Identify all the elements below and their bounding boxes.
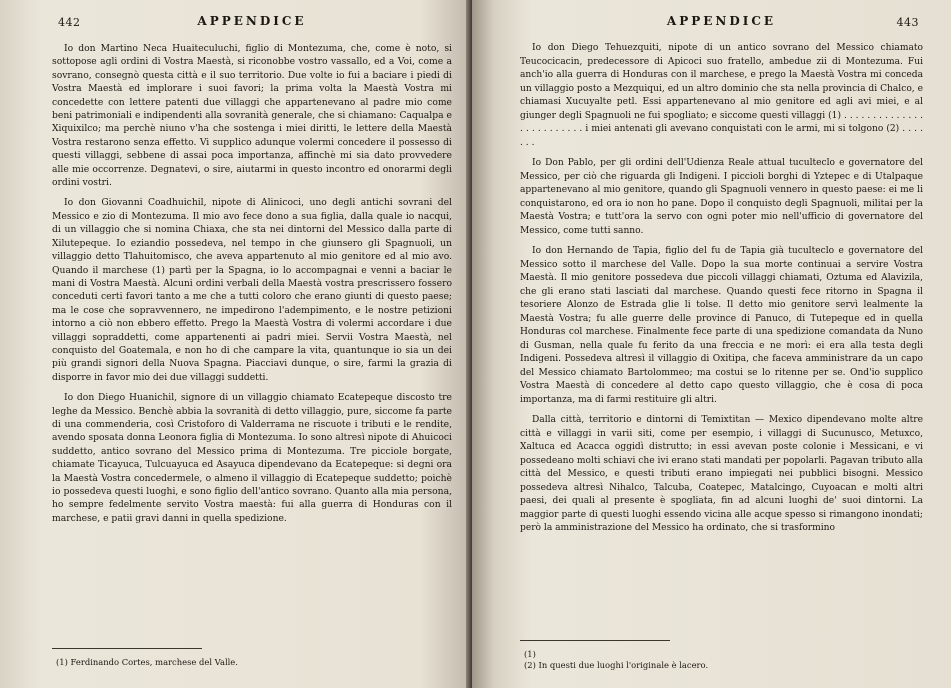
left-page-number: 442 (58, 16, 81, 29)
left-running-head: APPENDICE (197, 14, 307, 28)
right-page-body (520, 42, 923, 536)
paragraph: Io don Diego Tehuezquiti, nipote di un antico sovrano del Messico chiamato Teucocicacin, predecessore di Apicoci suo fratello, ambedue zii di Montezuma. Fui anch'io alla guerra di Honduras con il marchese, e prego la Maestà Vostra mi conceda un villaggio posto a Mezquiqui, ed un altro dominio che sta nella provincia di Chalco, e chiamasi Xucuyalte petl. Essi appartenevano al mio genitore ed agli avi miei, e al giunger degli Spagnuoli ne fui spogliato; e siccome questi villaggi (1) . . . . . . . . . . . . . . . . . . . . . . . . . i miei antenati gli avevano conquistati con le armi, mi si tolgono (2) . . . . . . . (520, 43, 923, 148)
footnote-text: (1) Ferdinando Cortes, marchese del Valle. (56, 657, 238, 667)
paragraph: Dalla città, territorio e dintorni di Temixtitan — Mexico dipendevano molte altre città e villaggi in varii siti, come per esempio, i villaggi di Sucunusco, Metuxco, Xaltuca ed Acacca oggidì distrutto; in essi avevan poste colonie i Messicani, e vi possedeano molti schiavi che ivi erano stati mandati per popolarli. Pagavan tributo alla città del Messico, e questi tributi erano impiegati nei pubblici bisogni. Messico possedeva altresì Nihalco, Talcuba, Coatepec, Matalcingo, Cuyoacan e molti altri paesi, dei quali al presente è spogliata, fin ad alcuni luoghi de' suoi dintorni. La maggior parte di questi luoghi essendo vicina alle acque spesso si rimangono inondati; però la amministrazione del Messico ha ordinato, che si trasformino (520, 415, 923, 533)
right-footnote (524, 649, 708, 671)
footnote-rule (52, 648, 202, 649)
footnote-line: (1) (524, 649, 536, 659)
paragraph: Io don Martino Neca Huaiteculuchi, figlio di Montezuma, che, come è noto, si sottopose agli ordini di Vostra Maestà, si riconobbe vostro vassallo, ed a Voi, come a sovrano, consegnò questa città e il suo territorio. Due volte io fui a baciare i piedi di Vostra Maestà ed implorare i suoi favori; la prima volta la Maestà Vostra mi concedette con lettere patenti due villaggi che appartenevano al padre mio come beni patrimoniali e indipendenti alla sovranità generale, che si chiamano: Caqualpa e Xiquixilco; ma perchè niuno v'ha che sostenga i miei diritti, le lettere della Maestà Vostra restarono senza effetto. Vi supplico adunque volermi concedere il possesso di questi villaggi, sebbene di assai poca importanza, affinchè mi sia dato provvedere alle mie occorrenze. Degnatevi, o sire, aiutarmi in questo incontro ed onorarmi degli ordini vostri. (52, 43, 452, 189)
right-page-header (520, 14, 923, 36)
left-page-body (52, 42, 452, 525)
paragraph: Io Don Pablo, per gli ordini dell'Udienza Reale attual tuculteclo e governatore del Messico, per ciò che riguarda gli Indigeni. I piccioli borghi di Yztepec e di Utalpaque appartenevano al mio genitore, quando gli Spagnuoli vennero in questo paese: ei me li conquistarono, ed ora io non ho pane. Dopo il conquisto degli Spagnuoli, militai per la Maestà Vostra; e tutt'ora la servo con ogni poter mio nell'ufficio di governatore del Messico, come tutti sanno. (520, 158, 923, 236)
right-running-head: APPENDICE (666, 14, 777, 28)
left-page-header (52, 14, 452, 36)
paragraph: Io don Diego Huanichil, signore di un villaggio chiamato Ecatepeque discosto tre leghe da Messico. Benchè abbia la sovranità di detto villaggio, pure, siccome fa parte di una commenderia, così Cristoforo di Valderrama ne riscuote i tributi e le rendite, avendo sposata donna Leonora figlia di Montezuma. Io sono altresì nipote di Ahuicoci suddetto, antico sovrano del Messico prima di Montezuma. Tre picciole borgate, chiamate Ticayuca, Tulcuayuca ed Asayuca dipendevano da Ecatepeque: si degni ora la Maestà Vostra concedermele, o almeno il villaggio di Ecatepeque suddetto; poichè io possedeva questi luoghi, e sono figlio dell'antico sovrano. Quanto alla mia persona, ho sempre fedelmente servito Vostra maestà: fui alla guerra di Honduras con il marchese, e patii gravi danni in quella spedizione. (52, 392, 452, 524)
right-page (472, 0, 951, 688)
left-page (0, 0, 472, 688)
left-footnote (56, 657, 238, 668)
paragraph: Io don Hernando de Tapia, figlio del fu de Tapia già tuculteclo e governatore del Messico sotto il marchese del Valle. Dopo la sua morte continuai a servire Vostra Maestà. Il mio genitore possedeva due piccoli villaggi chiamati, Oztuma ed Alavizila, che gli erano stati lasciati dal marchese. Quando questi fece ritorno in Spagna il tesoriere Alonzo de Estrada glie li tolse. Il detto mio genitore servì lealmente la Maestà Vostra; fu alle guerre delle province di Panuco, di Tutepeque ed in quella Honduras col marchese. Finalmente fece parte di una spedizione comandata da Nuno di Gusman, nella quale fu ferito da una freccia e ne morì: ei era alla testa degli Indigeni. Possedeva altresì il villaggio di Oxitipa, che faceva amministrare da un capo del Messico chiamato Bartolommeo; ma costui se lo ritenne per se. Ond'io supplico Vostra Maestà di concedere al detto capo questo villaggio, che è cosa di poca importanza, ma di farmi restituire gli altri. (520, 246, 923, 405)
footnote-line: (2) In questi due luoghi l'originale è lacero. (524, 660, 709, 670)
paragraph: Io don Giovanni Coadhuichil, nipote di Alinicoci, uno degli antichi sovrani del Messico e zio di Montezuma. Il mio avo fece dono a sua figlia, dalla quale io nacqui, di un villaggio che si nomina Chiaxa, che sta nei dintorni del Messico dalla parte di Xilutepeque. Io eziandio possedeva, nel tempo in che giunsero gli Spagnuoli, un villaggio detto Tlahuitomisco, che aveva appartenuto al mio genitore ed al mio avo. Quando il marchese (1) partì per la Spagna, io lo accompagnai e venni a baciar le mani di Vostra Maestà. Alcuni ordini verbali della Maestà vostra prescrissero fossero conceduti certi favori tanto a me che a tutti coloro che erano giunti di questo paese; ma le cose che sopravvennero, ne impedirono l'adempimento, e le nostre petizioni intorno a ciò non ebbero effetto. Prego la Maestà Vostra di volermi accordare i due villaggi sopraddetti, come appartenenti ai padri miei. Servii Vostra Maestà, nel conquisto del Goatemala, e non ho di che campare la vita, quantunque io sia un dei più grandi signori della Nuova Spagna. Piacciavi dunque, o sire, farmi la grazia di disporre in favor mio dei due villaggi suddetti. (52, 197, 452, 383)
right-page-number: 443 (896, 16, 919, 29)
footnote-rule (520, 640, 670, 641)
